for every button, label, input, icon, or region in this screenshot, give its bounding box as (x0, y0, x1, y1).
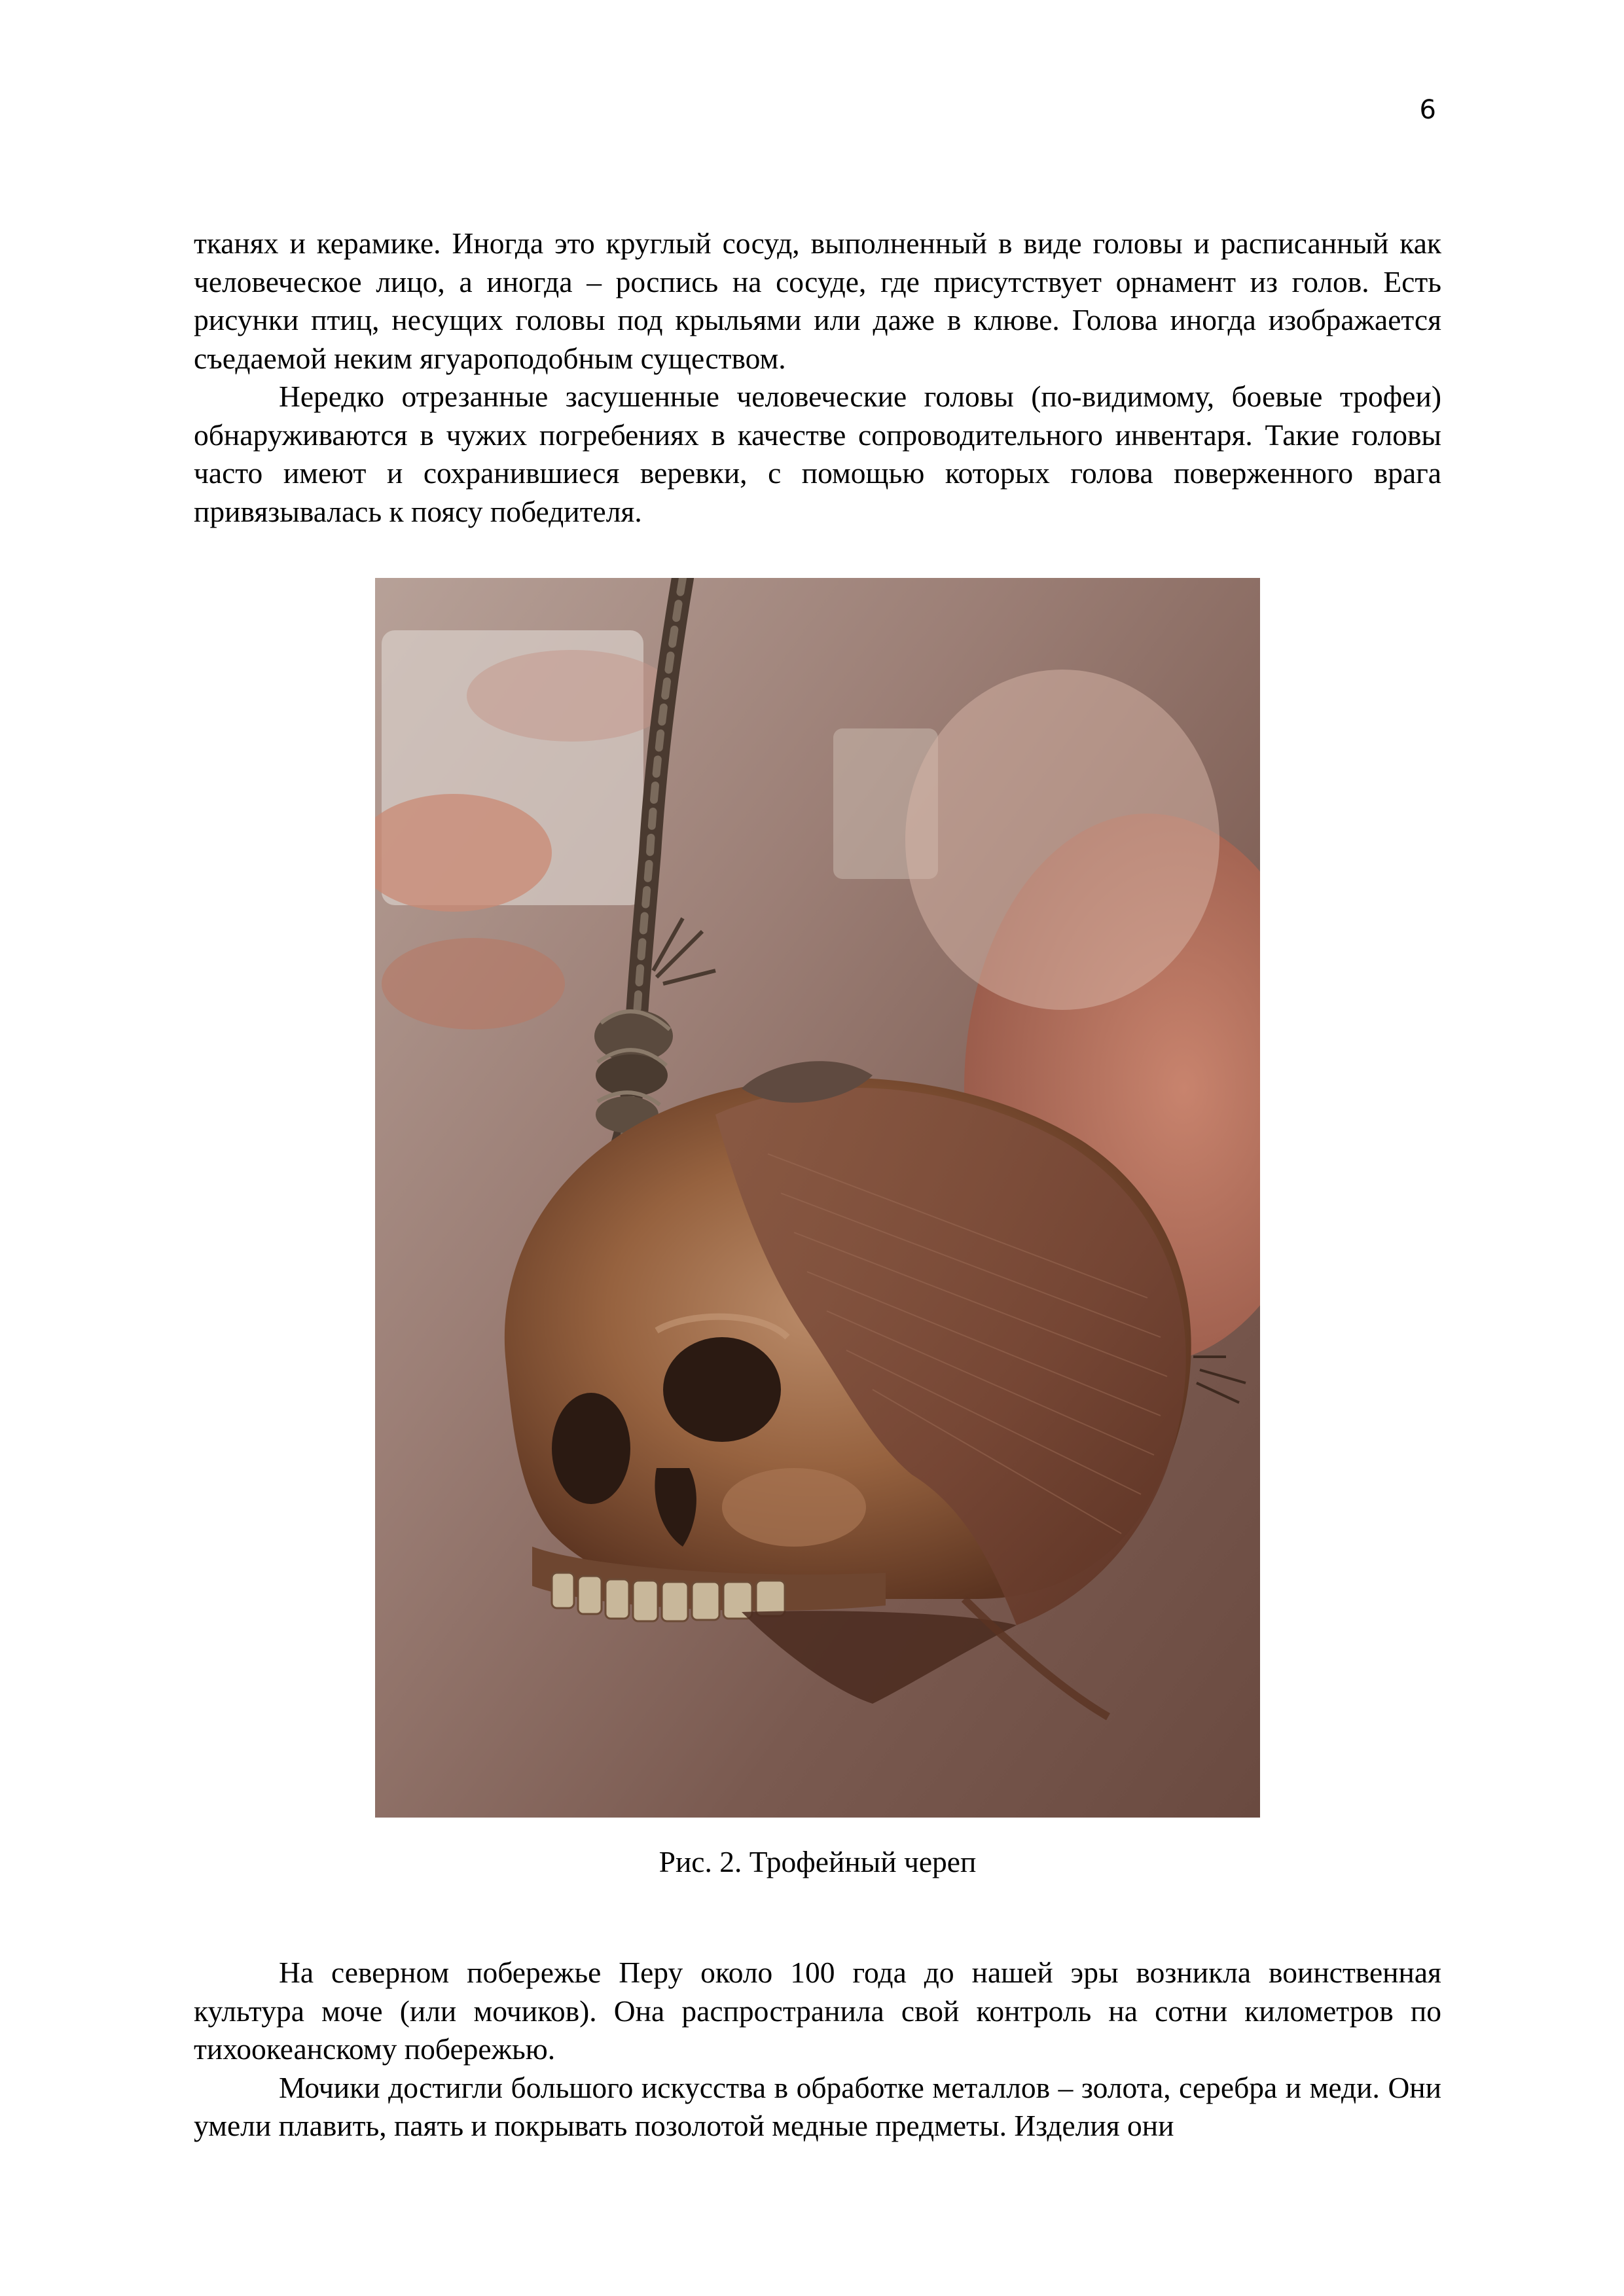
trophy-skull-photo (375, 578, 1260, 1818)
paragraph: Мочики достигли большого искусства в обработке металлов – золота, серебра и меди. Они умели плавить, паять и покрывать позолотой медные предметы. Изделия они (194, 2070, 1441, 2142)
paragraph: тканях и керамике. Иногда это круглый сосуд, выполненный в виде головы и расписанный как человеческое лицо, а иногда – роспись на сосуде, где присутствует орнамент из голов. Есть рисунки птиц, несущих головы под крыльями или даже в клюве. Голова иногда изображается съедаемой неким ягуароподобным существом. (194, 226, 1441, 375)
body-text-top (194, 224, 1441, 531)
paragraph: Нередко отрезанные засушенные человеческие головы (по-видимому, боевые трофеи) обнаруживаются в чужих погребениях в качестве сопроводительного инвентаря. Такие головы часто имеют и сохранившиеся веревки, с помощью которых голова поверженного врага привязывалась к поясу победителя. (194, 380, 1441, 528)
body-text-bottom (194, 1954, 1441, 2145)
figure-caption: Рис. 2. Трофейный череп (659, 1845, 977, 1878)
page-number: 6 (1419, 95, 1436, 125)
paragraph: На северном побережье Перу около 100 года до нашей эры возникла воинственная культура моче (или мочиков). Она распространила свой контроль на сотни километров по тихоокеанскому побережью. (194, 1956, 1441, 2066)
